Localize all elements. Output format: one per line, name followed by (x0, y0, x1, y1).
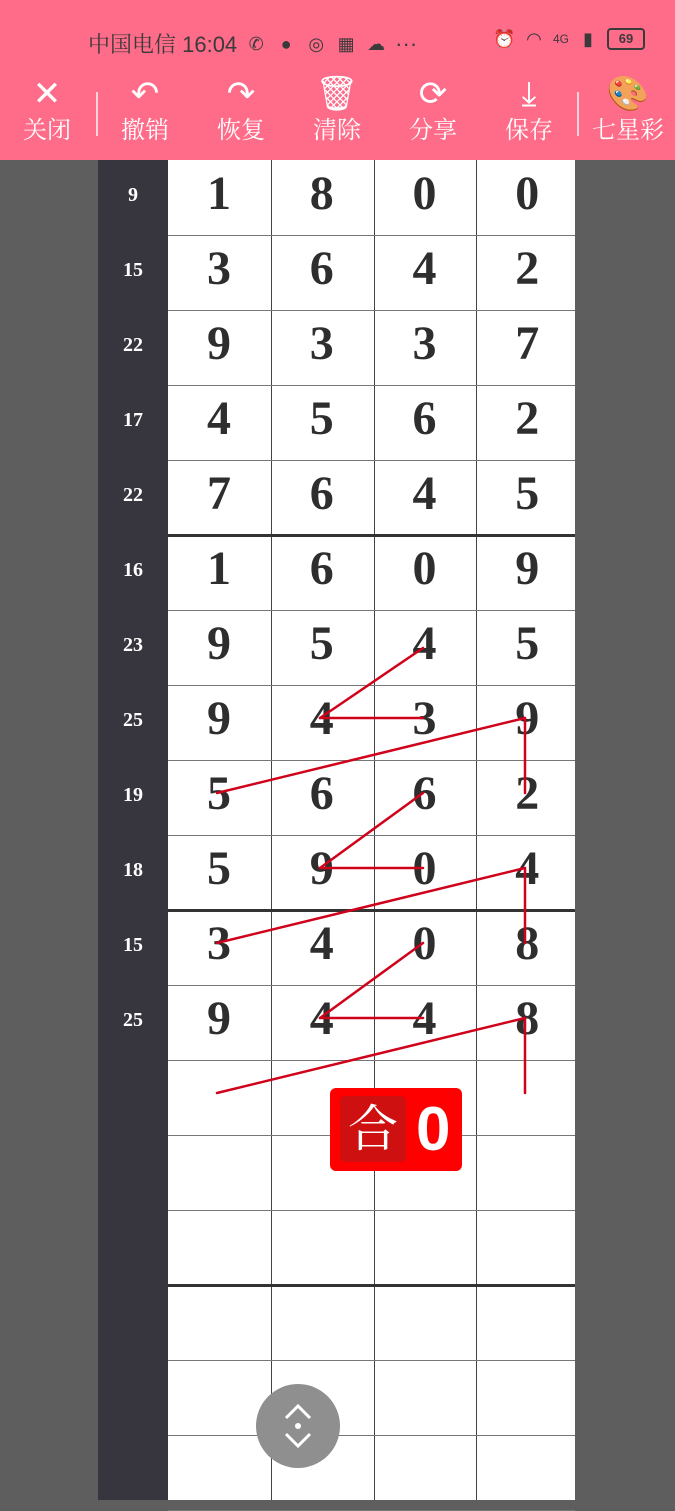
column-divider (476, 160, 477, 1500)
row-sum: 25 (123, 709, 143, 731)
digit-cell[interactable]: 4 (412, 617, 437, 670)
digit-cell[interactable]: 4 (309, 992, 334, 1045)
digit-cell[interactable]: 6 (309, 242, 334, 295)
badge-value: 0 (416, 1095, 451, 1164)
digit-cell[interactable]: 7 (207, 467, 231, 520)
theme-button[interactable] (583, 72, 673, 158)
digit-cell[interactable]: 9 (309, 842, 334, 895)
status-right (493, 28, 645, 50)
undo-icon: ↶ (130, 75, 160, 113)
palette-icon: 🎨 (606, 75, 650, 113)
carrier-time: 中国电信 16:04 (88, 32, 238, 57)
digit-cell[interactable]: 9 (207, 992, 231, 1045)
digit-cell[interactable]: 1 (207, 167, 231, 220)
digit-cell[interactable]: 9 (207, 317, 231, 370)
row-sum: 25 (123, 1009, 143, 1031)
share-button[interactable] (390, 72, 476, 158)
save-button[interactable] (486, 72, 572, 158)
cloud-icon: ☁ (367, 33, 386, 54)
share-icon: ⟳ (418, 75, 448, 113)
share-label: 分享 (409, 117, 457, 144)
row-divider (168, 235, 575, 236)
row-divider (168, 610, 575, 611)
digit-cell[interactable]: 3 (412, 317, 437, 370)
digit-cell[interactable]: 4 (412, 467, 437, 520)
digit-cell[interactable]: 6 (309, 467, 334, 520)
row-sum: 17 (123, 409, 143, 431)
digit-cell[interactable]: 0 (412, 842, 437, 895)
digit-cell[interactable]: 0 (515, 167, 540, 220)
status-bar (0, 22, 675, 62)
row-divider (168, 985, 575, 986)
column-divider (374, 160, 375, 1500)
message-icon: ● (280, 33, 292, 54)
digit-cell[interactable]: 5 (309, 392, 334, 445)
wechat-icon: ◎ (308, 33, 325, 54)
battery-icon: 69 (607, 28, 645, 50)
toolbar (0, 72, 675, 158)
digit-cell[interactable]: 4 (412, 242, 437, 295)
digit-cell[interactable]: 2 (515, 767, 540, 820)
digit-cell[interactable]: 5 (207, 842, 231, 895)
clear-label: 清除 (313, 117, 361, 144)
more-notifications: ··· (395, 30, 418, 56)
digit-cell[interactable]: 2 (515, 392, 540, 445)
digit-cell[interactable]: 9 (207, 692, 231, 745)
digit-cell[interactable]: 5 (515, 617, 540, 670)
digit-cell[interactable]: 6 (309, 542, 334, 595)
missed-call-icon: ✆ (248, 33, 264, 54)
redo-label: 恢复 (217, 117, 265, 144)
row-divider (168, 760, 575, 761)
digit-cell[interactable]: 4 (515, 842, 540, 895)
digit-cell[interactable]: 6 (412, 392, 437, 445)
digit-cell[interactable]: 9 (515, 542, 540, 595)
wifi-icon: ◠ (526, 29, 542, 49)
row-divider (168, 460, 575, 461)
digit-cell[interactable]: 5 (515, 467, 540, 520)
save-label: 保存 (505, 117, 553, 144)
digit-cell[interactable]: 3 (412, 692, 437, 745)
digit-cell[interactable]: 9 (515, 692, 540, 745)
row-divider (168, 685, 575, 686)
digit-cell[interactable]: 5 (309, 617, 334, 670)
digit-cell[interactable]: 6 (412, 767, 437, 820)
row-sum: 22 (123, 334, 143, 356)
digit-cell[interactable]: 9 (207, 617, 231, 670)
digit-cell[interactable]: 4 (309, 692, 334, 745)
column-divider (271, 160, 272, 1500)
row-sum: 15 (123, 934, 143, 956)
row-sum: 23 (123, 634, 143, 656)
row-divider (168, 1284, 575, 1287)
sum-badge (330, 1088, 462, 1171)
row-divider (168, 385, 575, 386)
row-sum: 22 (123, 484, 143, 506)
toolbar-divider (577, 92, 579, 136)
alarm-icon: ⏰ (492, 29, 516, 49)
network-type: 4G (552, 32, 569, 46)
digit-cell[interactable]: 3 (207, 917, 231, 970)
theme-label: 七星彩 (592, 117, 664, 144)
close-button[interactable] (4, 72, 90, 158)
digit-cell[interactable]: 3 (207, 242, 231, 295)
digit-cell[interactable]: 0 (412, 917, 437, 970)
undo-label: 撤销 (121, 117, 169, 144)
row-divider (168, 909, 575, 912)
row-sum: 19 (123, 784, 143, 806)
download-icon: ⤓ (521, 75, 537, 113)
digit-cell[interactable]: 7 (515, 317, 540, 370)
digit-cell[interactable]: 4 (207, 392, 231, 445)
row-divider (168, 534, 575, 537)
signal-icon: ▮ (583, 29, 593, 49)
row-divider (168, 1360, 575, 1361)
sum-column (98, 160, 168, 1500)
row-divider (168, 1210, 575, 1211)
digit-cell[interactable]: 4 (412, 992, 437, 1045)
digit-cell[interactable]: 2 (515, 242, 540, 295)
scroll-toggle-button[interactable] (256, 1384, 340, 1468)
digit-cell[interactable]: 5 (207, 767, 231, 820)
digit-cell[interactable]: 8 (515, 917, 540, 970)
row-sum: 15 (123, 259, 143, 281)
number-grid[interactable] (168, 160, 575, 1500)
redo-button[interactable] (198, 72, 284, 158)
digit-cell[interactable]: 1 (207, 542, 231, 595)
header (0, 0, 675, 160)
digit-cell[interactable]: 0 (412, 542, 437, 595)
row-divider (168, 310, 575, 311)
digit-cell[interactable]: 6 (309, 767, 334, 820)
digit-cell[interactable]: 8 (309, 167, 334, 220)
status-left (88, 28, 417, 59)
row-divider (168, 835, 575, 836)
row-sum: 16 (123, 559, 143, 581)
row-sum: 9 (128, 184, 138, 206)
undo-button[interactable] (102, 72, 188, 158)
toolbar-divider (96, 92, 98, 136)
expand-collapse-icon (256, 1384, 340, 1468)
close-icon: ✕ (32, 75, 62, 113)
row-sum: 18 (123, 859, 143, 881)
row-divider (168, 1060, 575, 1061)
clear-button[interactable] (294, 72, 380, 158)
close-label: 关闭 (23, 117, 71, 144)
row-divider (168, 1435, 575, 1436)
digit-cell[interactable]: 3 (309, 317, 334, 370)
trash-icon: 🗑 (315, 75, 359, 113)
digit-cell[interactable]: 8 (515, 992, 540, 1045)
digit-cell[interactable]: 0 (412, 167, 437, 220)
digit-cell[interactable]: 4 (309, 917, 334, 970)
badge-label: 合 (340, 1096, 406, 1162)
app-icon: ▦ (337, 33, 355, 54)
redo-icon: ↷ (226, 75, 256, 113)
